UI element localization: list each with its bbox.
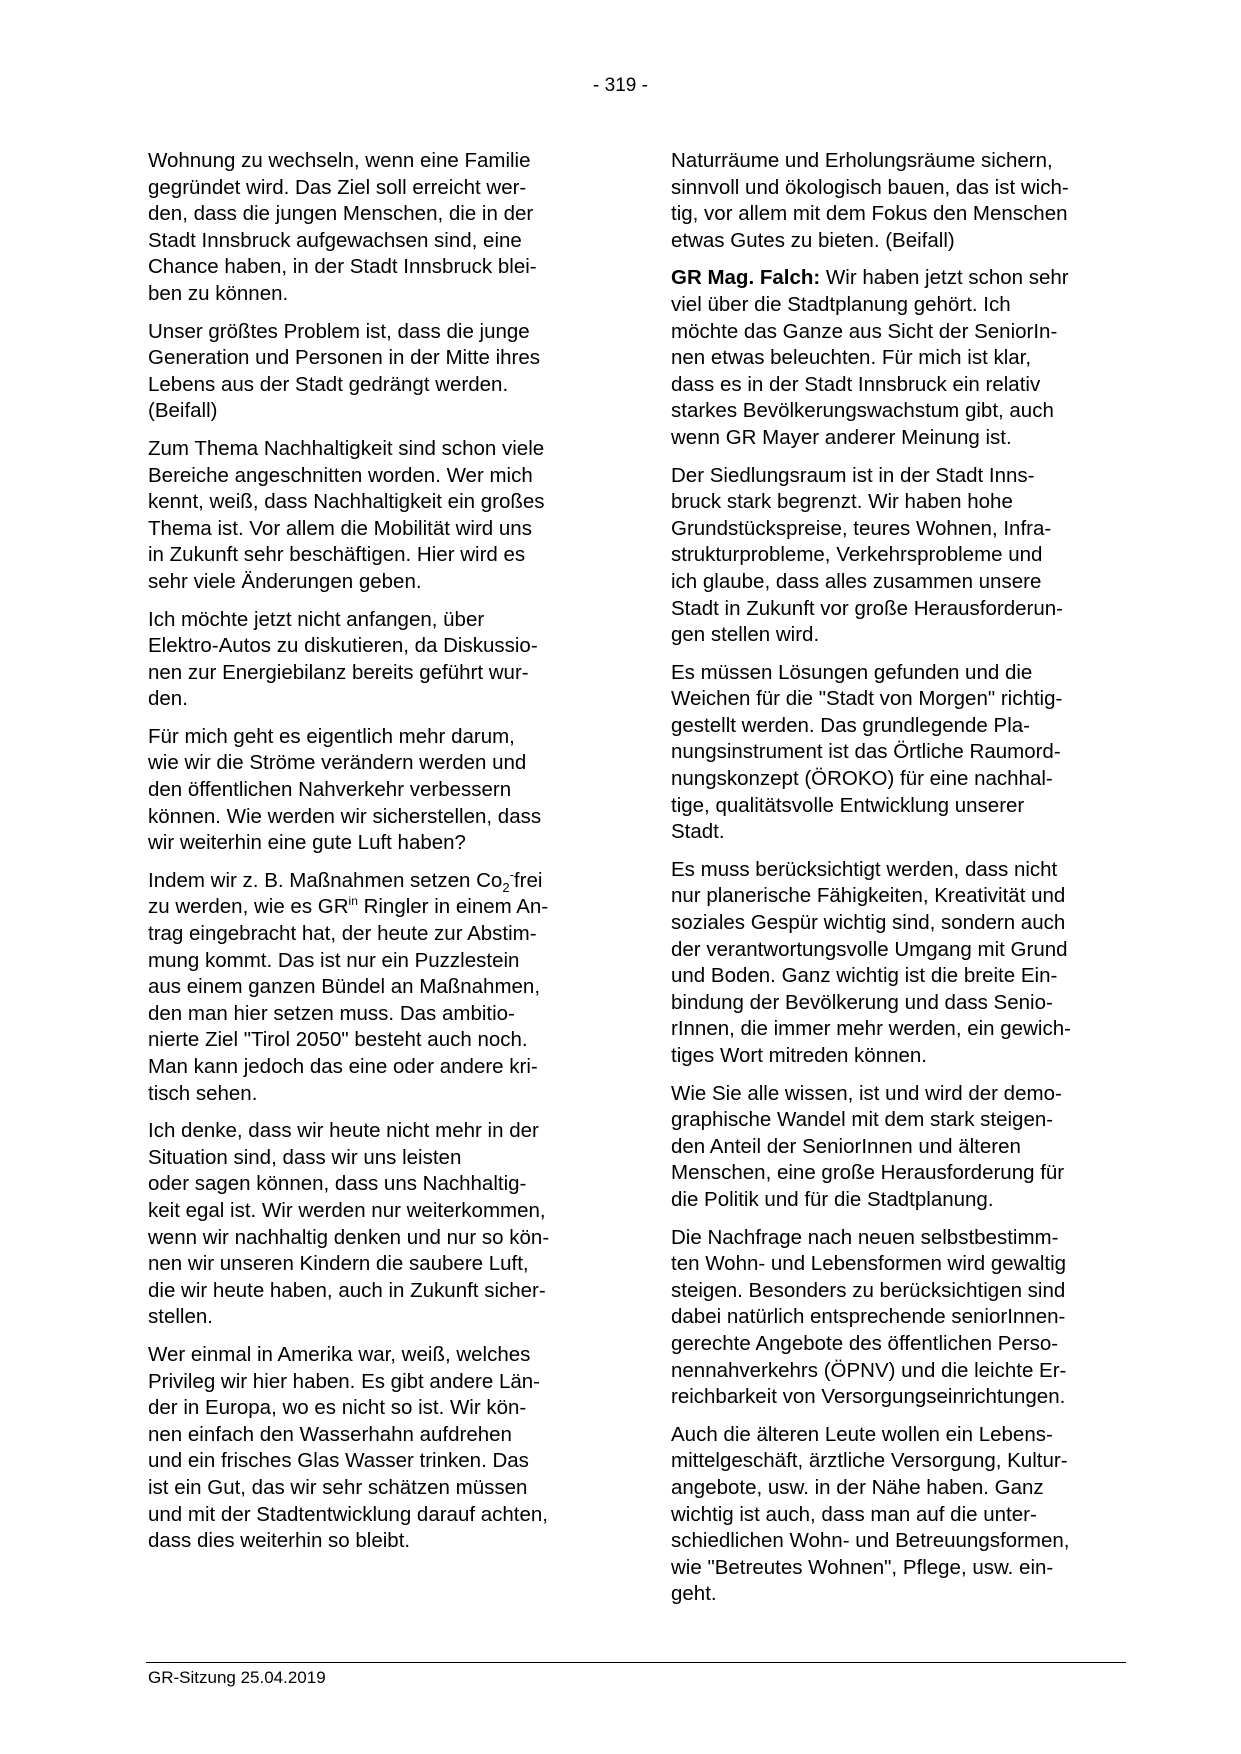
text-line: Weichen für die "Stadt von Morgen" richtig- [671, 687, 1063, 711]
text-line: Wer einmal in Amerika war, weiß, welches [148, 1342, 531, 1366]
text-line: oder sagen können, dass uns Nachhaltig- [148, 1172, 527, 1196]
text-line: mung kommt. Das ist nur ein Puzzlestein [148, 948, 520, 972]
text-line: steigen. Besonders zu berücksichtigen sind [671, 1278, 1066, 1302]
paragraph [148, 868, 601, 1107]
paragraph [148, 1118, 601, 1331]
paragraph [148, 148, 601, 308]
text-line: Die Nachfrage nach neuen selbstbestimm- [671, 1225, 1059, 1249]
text-line: wenn wir nachhaltig denken und nur so kön- [148, 1225, 550, 1249]
right-column [671, 148, 1123, 1619]
text-line: geht. [671, 1582, 717, 1606]
text-line [671, 266, 1069, 289]
text-line: Unser größtes Problem ist, dass die junge [148, 319, 530, 343]
text-line: aus einem ganzen Bündel an Maßnahmen, [148, 975, 541, 999]
text-line: der in Europa, wo es nicht so ist. Wir kön- [148, 1396, 527, 1420]
text-line: strukturprobleme, Verkehrsprobleme und [671, 543, 1043, 567]
text-line: gestellt werden. Das grundlegende Pla- [671, 713, 1030, 737]
text-line: können. Wie werden wir sicherstellen, dass [148, 804, 542, 828]
text-line: starkes Bevölkerungswachstum gibt, auch [671, 399, 1054, 423]
text-line: gen stellen wird. [671, 623, 820, 647]
text-line: nungskonzept (ÖROKO) für eine nachhal- [671, 767, 1053, 791]
text-line: und ein frisches Glas Wasser trinken. Das [148, 1449, 529, 1473]
text-line: ben zu können. [148, 281, 289, 305]
text-line: Grundstückspreise, teures Wohnen, Infra- [671, 516, 1052, 540]
text-line: sinnvoll und ökologisch bauen, das ist wich- [671, 175, 1069, 199]
text-line: rInnen, die immer mehr werden, ein gewich- [671, 1017, 1071, 1041]
paragraph [671, 660, 1123, 846]
footer-text: GR-Sitzung 25.04.2019 [148, 1668, 326, 1687]
text-line: stellen. [148, 1305, 213, 1329]
text-line [148, 867, 543, 895]
text-line: Elektro-Autos zu diskutieren, da Diskussio- [148, 634, 538, 658]
text-line: Stadt Innsbruck aufgewachsen sind, eine [148, 228, 522, 252]
text-line: tige, qualitätsvolle Entwicklung unserer [671, 793, 1025, 817]
text-line: Es müssen Lösungen gefunden und die [671, 660, 1033, 684]
text-line: graphische Wandel mit dem stark steigen- [671, 1108, 1054, 1132]
text-line: dass es in der Stadt Innsbruck ein relativ [671, 372, 1041, 396]
text-line: kennt, weiß, dass Nachhaltigkeit ein großes [148, 490, 545, 514]
text-line: wenn GR Mayer anderer Meinung ist. [671, 425, 1012, 449]
text-line: tisch sehen. [148, 1081, 258, 1105]
text-line: den. [148, 687, 188, 711]
text-line: ich glaube, dass alles zusammen unsere [671, 569, 1042, 593]
superscript: - [509, 867, 514, 883]
text-line: reichbarkeit von Versorgungseinrichtungen. [671, 1385, 1066, 1409]
text-line: nen etwas beleuchten. Für mich ist klar, [671, 346, 1032, 370]
text-line: soziales Gespür wichtig sind, sondern auch [671, 911, 1066, 935]
text-line: angebote, usw. in der Nähe haben. Ganz [671, 1475, 1044, 1499]
text-line: ten Wohn- und Lebensformen wird gewaltig [671, 1252, 1067, 1276]
footer-divider [146, 1662, 1126, 1663]
text-line: gerechte Angebote des öffentlichen Perso- [671, 1331, 1059, 1355]
text-line: den öffentlichen Nahverkehr verbessern [148, 778, 512, 802]
text-line: wir weiterhin eine gute Luft haben? [148, 831, 466, 855]
text-line: nen einfach den Wasserhahn aufdrehen [148, 1422, 512, 1446]
text-line: Privileg wir hier haben. Es gibt andere Län- [148, 1369, 540, 1393]
text-line: Wie Sie alle wissen, ist und wird der demo- [671, 1081, 1062, 1105]
text-line: der verantwortungsvolle Umgang mit Grund [671, 937, 1068, 961]
text-line: nen wir unseren Kindern die saubere Luft, [148, 1252, 529, 1276]
paragraph [148, 1342, 601, 1555]
text-line: in Zukunft sehr beschäftigen. Hier wird es [148, 543, 526, 567]
text-line: Naturräume und Erholungsräume sichern, [671, 149, 1053, 172]
text-line: und mit der Stadtentwicklung darauf achten, [148, 1502, 548, 1526]
paragraph [671, 1081, 1123, 1214]
text-segment: frei [513, 868, 543, 892]
text-line: nen zur Energiebilanz bereits geführt wur- [148, 660, 529, 684]
text-line: Stadt. [671, 820, 725, 844]
text-line [148, 895, 548, 918]
paragraph [671, 148, 1123, 254]
page-number: - 319 - [593, 75, 648, 96]
text-line: gegründet wird. Das Ziel soll erreicht wer- [148, 175, 527, 199]
text-line: viel über die Stadtplanung gehört. Ich [671, 292, 1011, 316]
text-line: Wohnung zu wechseln, wenn eine Familie [148, 149, 531, 172]
text-line: Es muss berücksichtigt werden, dass nicht [671, 857, 1058, 881]
subscript: 2 [502, 879, 510, 895]
text-line: wie "Betreutes Wohnen", Pflege, usw. ein- [671, 1555, 1054, 1579]
paragraph [148, 319, 601, 425]
text-line: möchte das Ganze aus Sicht der SeniorIn- [671, 319, 1058, 343]
text-line: nungsinstrument ist das Örtliche Raumord- [671, 740, 1061, 764]
text-line: Auch die älteren Leute wollen ein Lebens- [671, 1422, 1053, 1446]
text-line: und Boden. Ganz wichtig ist die breite Ein- [671, 964, 1058, 988]
text-line: den man hier setzen muss. Das ambitio- [148, 1001, 515, 1025]
text-line: Lebens aus der Stadt gedrängt werden. [148, 372, 509, 396]
paragraph [671, 265, 1123, 451]
text-line: bindung der Bevölkerung und dass Senio- [671, 990, 1053, 1014]
paragraph [671, 857, 1123, 1070]
text-line: sehr viele Änderungen geben. [148, 569, 422, 593]
text-line: Ich möchte jetzt nicht anfangen, über [148, 607, 485, 631]
text-line: etwas Gutes zu bieten. (Beifall) [671, 228, 955, 252]
text-segment: Indem wir z. B. Maßnahmen setzen Co [148, 868, 503, 892]
text-line: den Anteil der SeniorInnen und älteren [671, 1134, 1021, 1158]
text-line: dabei natürlich entsprechende seniorInnen- [671, 1305, 1066, 1329]
text-line: bruck stark begrenzt. Wir haben hohe [671, 490, 1013, 514]
text-line: die Politik und für die Stadtplanung. [671, 1187, 994, 1211]
paragraph [148, 607, 601, 713]
text-line: mittelgeschäft, ärztliche Versorgung, Kultur- [671, 1449, 1068, 1473]
text-line: ist ein Gut, das wir sehr schätzen müssen [148, 1475, 528, 1499]
text-line: wie wir die Ströme verändern werden und [148, 751, 527, 775]
text-line: Für mich geht es eigentlich mehr darum, [148, 724, 515, 748]
text-line: Stadt in Zukunft vor große Herausforderun- [671, 596, 1063, 620]
speaker-name: GR Mag. Falch: [671, 266, 821, 290]
paragraph [671, 463, 1123, 649]
text-line: schiedlichen Wohn- und Betreuungsformen, [671, 1529, 1070, 1553]
text-segment: zu werden, wie es GR [148, 895, 349, 919]
text-line: Generation und Personen in der Mitte ihres [148, 346, 541, 370]
paragraph [671, 1225, 1123, 1411]
text-line: keit egal ist. Wir werden nur weiterkommen, [148, 1198, 546, 1222]
text-line: tiges Wort mitreden können. [671, 1044, 927, 1067]
text-line: Man kann jedoch das eine oder andere kri- [148, 1055, 538, 1078]
text-line: Bereiche angeschnitten worden. Wer mich [148, 463, 533, 487]
text-segment: Ringler in einem An- [357, 895, 549, 919]
text-line: dass dies weiterhin so bleibt. [148, 1529, 411, 1553]
paragraph [148, 436, 601, 596]
text-line: Chance haben, in der Stadt Innsbruck blei- [148, 255, 537, 279]
text-line: (Beifall) [148, 399, 218, 423]
text-line: nur planerische Fähigkeiten, Kreativität und [671, 884, 1066, 908]
text-line: den, dass die jungen Menschen, die in der [148, 202, 534, 226]
text-line: Zum Thema Nachhaltigkeit sind schon viele [148, 436, 545, 460]
paragraph [671, 1422, 1123, 1608]
superscript: in [348, 894, 358, 909]
text-line: Menschen, eine große Herausforderung für [671, 1161, 1065, 1185]
text-line: trag eingebracht hat, der heute zur Abstim- [148, 922, 537, 946]
text-line: die wir heute haben, auch in Zukunft sicher- [148, 1278, 546, 1302]
text-line: tig, vor allem mit dem Fokus den Menschen [671, 202, 1068, 226]
left-column [148, 148, 601, 1566]
text-line: nennahverkehrs (ÖPNV) und die leichte Er- [671, 1358, 1067, 1382]
text-line: Thema ist. Vor allem die Mobilität wird uns [148, 516, 532, 540]
text-line: wichtig ist auch, dass man auf die unter- [671, 1502, 1037, 1526]
text-line: nierte Ziel "Tirol 2050" besteht auch noch. [148, 1028, 528, 1052]
text-segment: Wir haben jetzt schon sehr [820, 266, 1069, 290]
text-line: Der Siedlungsraum ist in der Stadt Inns- [671, 463, 1035, 487]
text-line: Ich denke, dass wir heute nicht mehr in der [148, 1119, 539, 1143]
text-line: Situation sind, dass wir uns leisten [148, 1145, 462, 1169]
paragraph [148, 724, 601, 857]
